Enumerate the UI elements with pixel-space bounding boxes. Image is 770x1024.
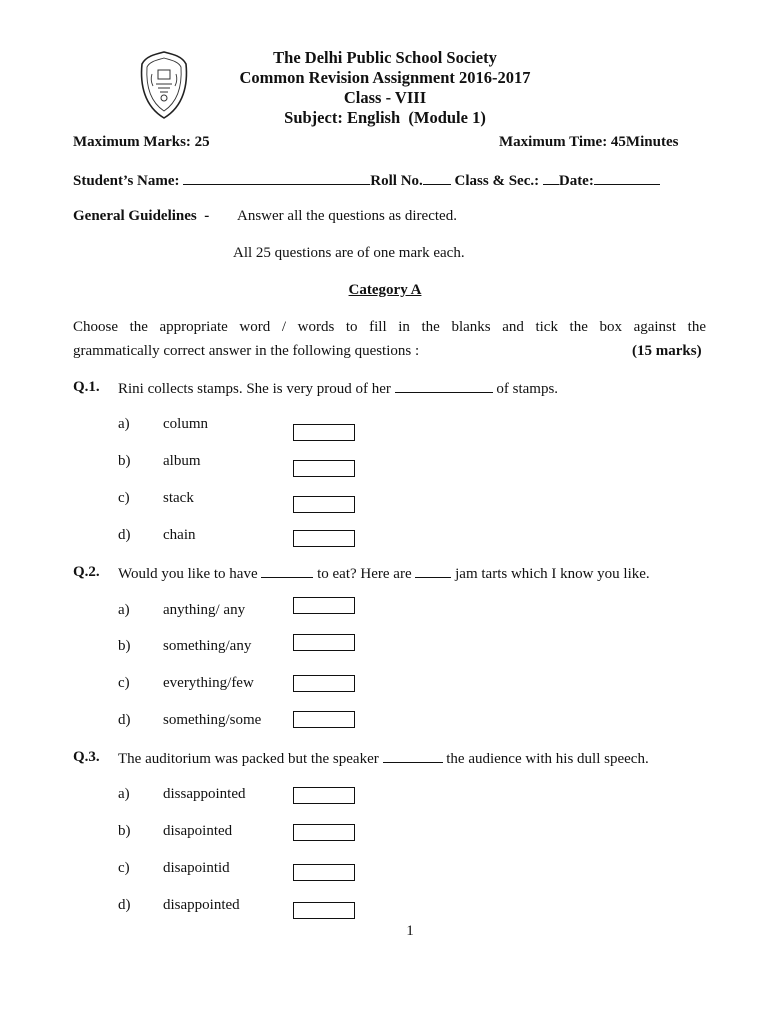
option-letter: b) xyxy=(118,823,131,839)
tick-box[interactable] xyxy=(293,711,355,728)
roll-no-label: Roll No. xyxy=(370,173,423,189)
option-letter: c) xyxy=(118,490,130,506)
instructions-line-2: grammatically correct answer in the following questions : xyxy=(73,343,420,359)
question-number: Q.1. xyxy=(73,379,100,395)
tick-box[interactable] xyxy=(293,634,355,651)
assignment-title: Common Revision Assignment 2016-2017 xyxy=(239,68,531,87)
option-letter: a) xyxy=(118,602,130,618)
question-text: Would you like to have to eat? Here are jam tarts which I know you like. xyxy=(118,566,650,582)
society-title: The Delhi Public School Society xyxy=(273,48,497,67)
option-text: anything/ any xyxy=(163,602,246,618)
option-letter: c) xyxy=(118,675,130,691)
class-sec-field[interactable] xyxy=(543,171,559,185)
option-text: everything/few xyxy=(163,675,254,691)
option-letter: a) xyxy=(118,416,130,432)
answer-blank xyxy=(395,379,493,393)
subject-title: Subject: English (Module 1) xyxy=(284,108,486,127)
category-heading: Category A xyxy=(348,282,422,298)
option-text: something/any xyxy=(163,638,252,654)
option-text: dissappointed xyxy=(163,786,246,802)
instructions-line-1: Choose the appropriate word / words to fill in the blanks and tick the box against the xyxy=(73,319,706,335)
tick-box[interactable] xyxy=(293,530,355,547)
max-time: Maximum Time: 45Minutes xyxy=(499,134,679,150)
option-letter: d) xyxy=(118,712,131,728)
section-marks: (15 marks) xyxy=(632,343,702,359)
class-sec-label: Class & Sec.: xyxy=(454,173,540,189)
option-text: chain xyxy=(163,527,196,543)
option-letter: c) xyxy=(118,860,130,876)
option-letter: b) xyxy=(118,638,131,654)
option-text: stack xyxy=(163,490,194,506)
question-number: Q.3. xyxy=(73,749,100,765)
question-text: The auditorium was packed but the speaker the audience with his dull speech. xyxy=(118,751,649,767)
tick-box[interactable] xyxy=(293,902,355,919)
question-text: Rini collects stamps. She is very proud of her of stamps. xyxy=(118,381,559,397)
option-text: album xyxy=(163,453,201,469)
guideline-1: Answer all the questions as directed. xyxy=(237,208,457,224)
option-text: column xyxy=(163,416,208,432)
option-text: disappointed xyxy=(163,897,240,913)
option-letter: d) xyxy=(118,527,131,543)
student-name-label: Student’s Name: xyxy=(73,173,180,189)
option-letter: a) xyxy=(118,786,130,802)
option-text: disapointed xyxy=(163,823,233,839)
answer-blank xyxy=(383,749,443,763)
roll-no-field[interactable] xyxy=(423,171,451,185)
student-info-line xyxy=(73,171,660,190)
option-letter: d) xyxy=(118,897,131,913)
max-marks: Maximum Marks: 25 xyxy=(73,134,210,150)
tick-box[interactable] xyxy=(293,460,355,477)
tick-box[interactable] xyxy=(293,824,355,841)
date-label: Date: xyxy=(558,173,594,189)
question-number: Q.2. xyxy=(73,564,100,580)
guidelines-label: General Guidelines - xyxy=(73,208,210,224)
tick-box[interactable] xyxy=(293,675,355,692)
page-number: 1 xyxy=(406,923,414,939)
option-letter: b) xyxy=(118,453,131,469)
tick-box[interactable] xyxy=(293,597,355,614)
guideline-2: All 25 questions are of one mark each. xyxy=(233,245,465,261)
tick-box[interactable] xyxy=(293,864,355,881)
answer-blank xyxy=(261,564,313,578)
tick-box[interactable] xyxy=(293,496,355,513)
student-name-field[interactable] xyxy=(183,171,370,185)
tick-box[interactable] xyxy=(293,787,355,804)
tick-box[interactable] xyxy=(293,424,355,441)
answer-blank xyxy=(415,564,451,578)
option-text: something/some xyxy=(163,712,262,728)
option-text: disapointid xyxy=(163,860,230,876)
class-title: Class - VIII xyxy=(343,88,427,107)
date-field[interactable] xyxy=(594,171,660,185)
